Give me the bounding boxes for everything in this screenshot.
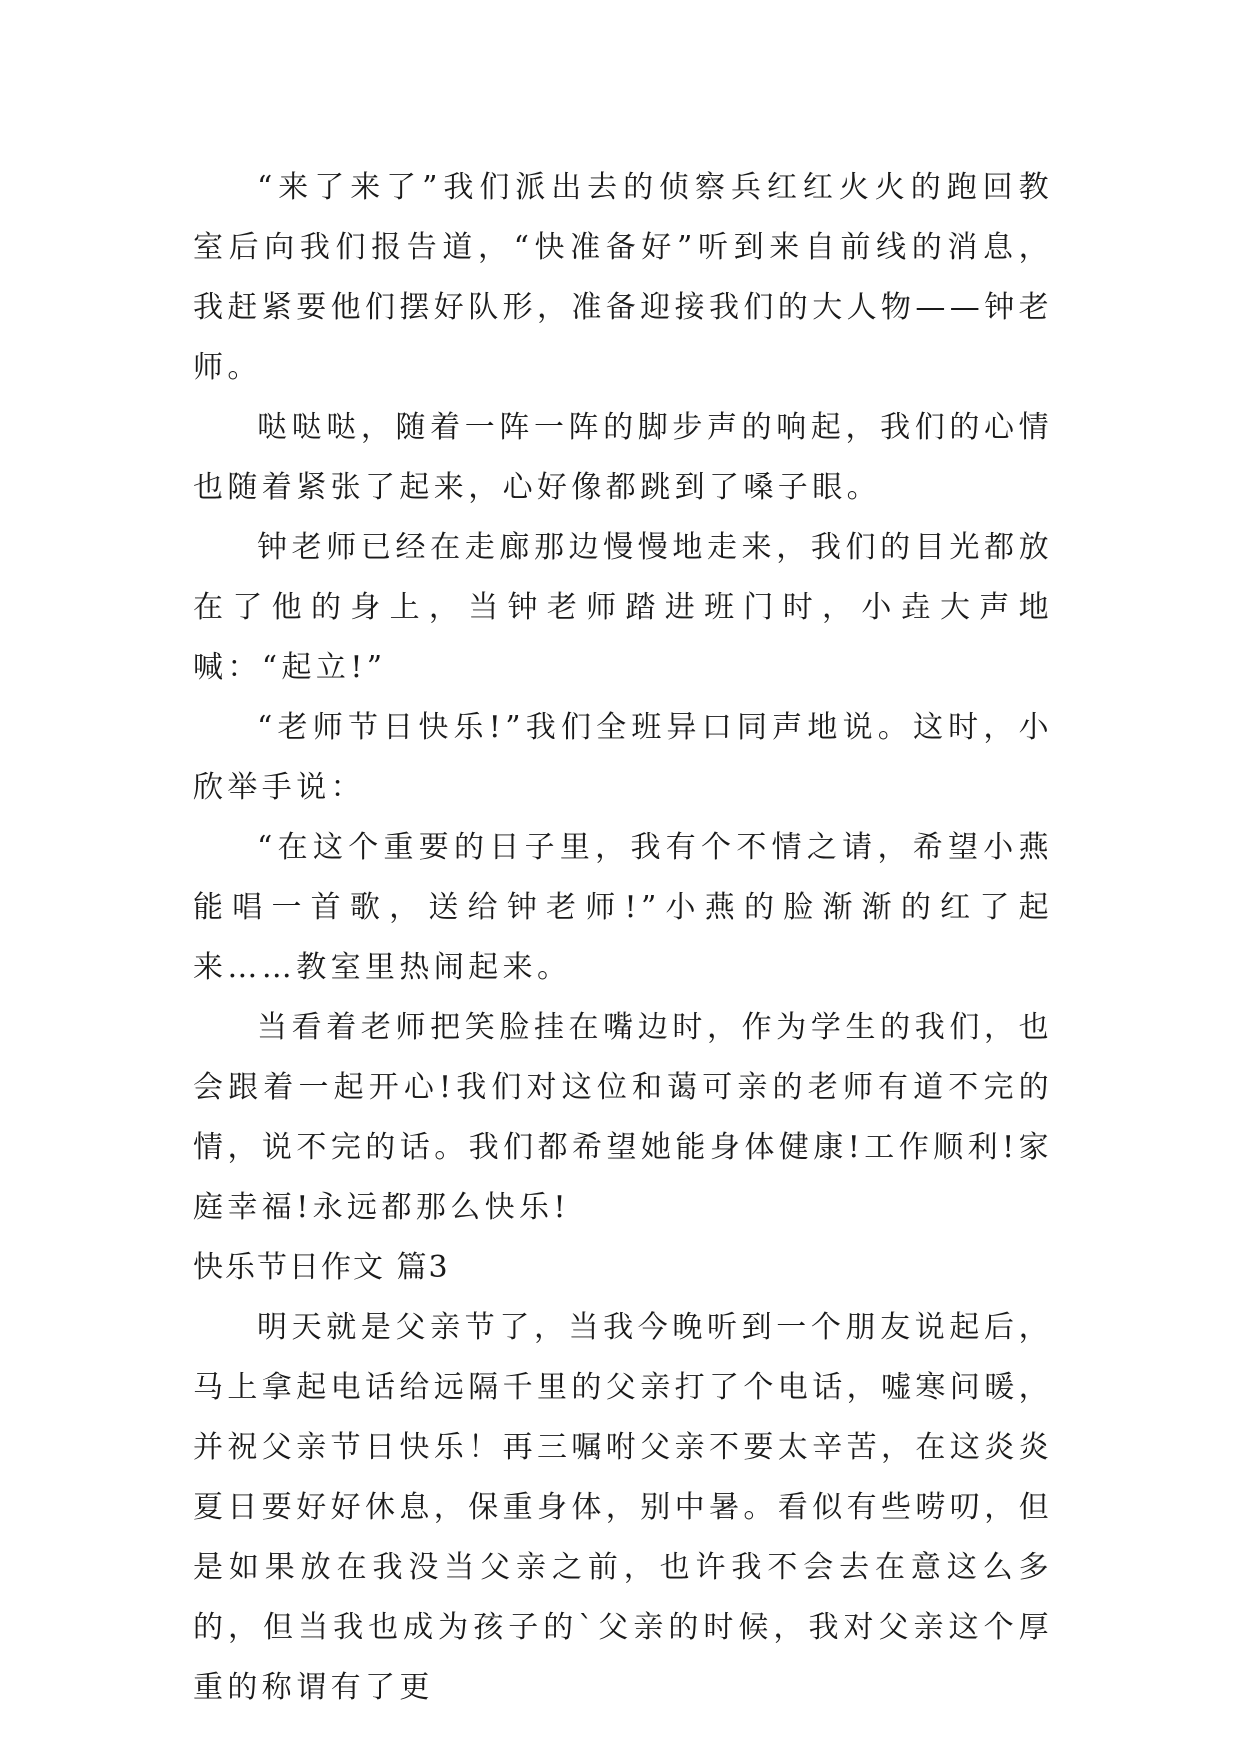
paragraph-fathers-day: 明天就是父亲节了，当我今晚听到一个朋友说起后，马上拿起电话给远隔千里的父亲打了个电话，嘘寒问暖，并祝父亲节日快乐！再三嘱咐父亲不要太辛苦，在这炎炎夏日要好好休息，保重身体，别中暑。看似有些唠叨，但是如果放在我没当父亲之前，也许我不会去在意这么多的，但当我也成为孩子的`父亲的时候，我对父亲这个厚重的称谓有了更 [193, 1310, 1053, 1705]
paragraph-wishes: 当看着老师把笑脸挂在嘴边时，作为学生的我们，也会跟着一起开心!我们对这位和蔼可亲的老师有道不完的情，说不完的话。我们都希望她能身体健康!工作顺利!家庭幸福!永远都那么快乐! [193, 1010, 1053, 1225]
paragraph-teacher-arrives: 钟老师已经在走廊那边慢慢地走来，我们的目光都放在了他的身上，当钟老师踏进班门时，小垚大声地喊：“起立!” [193, 530, 1053, 685]
paragraph-footsteps: 哒哒哒，随着一阵一阵的脚步声的响起，我们的心情也随着紧张了起来，心好像都跳到了嗓子眼。 [193, 410, 1053, 505]
paragraph-greeting: “老师节日快乐!”我们全班异口同声地说。这时，小欣举手说： [193, 710, 1053, 805]
paragraph-song-request: “在这个重要的日子里，我有个不情之请，希望小燕能唱一首歌，送给钟老师!”小燕的脸渐渐的红了起来……教室里热闹起来。 [193, 830, 1053, 985]
document-page [193, 158, 1053, 1718]
section-heading: 快乐节日作文 篇3 [193, 1250, 450, 1285]
paragraph-scout-report: “来了来了”我们派出去的侦察兵红红火火的跑回教室后向我们报告道，“快准备好”听到来自前线的消息，我赶紧要他们摆好队形，准备迎接我们的大人物——钟老师。 [193, 170, 1053, 385]
